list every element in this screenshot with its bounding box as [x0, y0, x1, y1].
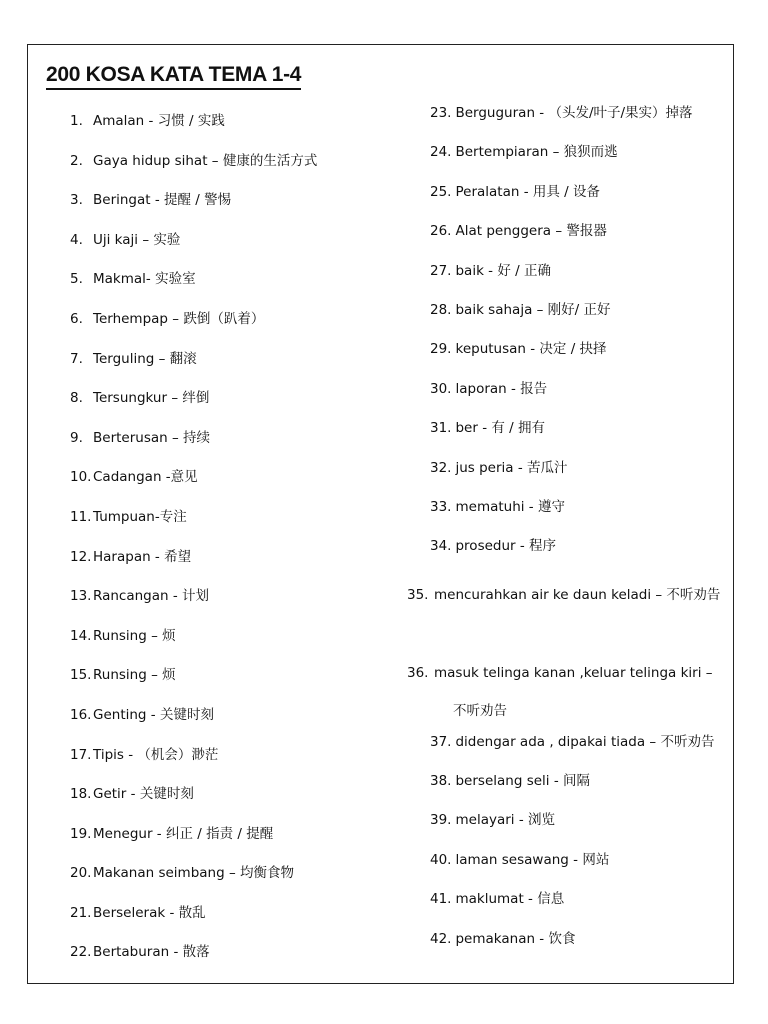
vocab-text: Berselerak - 散乱: [93, 904, 206, 921]
vocab-item: [430, 339, 725, 378]
vocab-item: [430, 142, 725, 181]
vocab-text: prosedur - 程序: [455, 538, 557, 555]
vocab-item: [430, 497, 725, 536]
vocab-number: 5.: [70, 271, 83, 288]
vocab-item: [64, 428, 404, 468]
vocab-number: 20.: [70, 865, 92, 882]
vocab-list-left: [64, 111, 404, 982]
vocab-item: [64, 349, 404, 389]
vocab-number: 11.: [70, 508, 92, 525]
vocab-text: Alat penggera – 警报器: [455, 223, 607, 240]
vocab-text: Bertempiaran – 狼狈而逃: [455, 144, 618, 161]
vocab-text: Berguguran - （头发/叶子/果实）掉落: [455, 105, 693, 121]
vocab-number: 40.: [430, 851, 452, 868]
vocab-item: [64, 626, 404, 666]
vocab-text: Harapan - 希望: [93, 548, 192, 565]
vocab-text: Runsing – 烦: [93, 667, 176, 684]
vocab-text: Runsing – 烦: [93, 627, 176, 644]
vocab-item: [430, 261, 725, 300]
vocab-number: 32.: [430, 459, 452, 476]
vocab-text: mematuhi - 遵守: [455, 498, 565, 515]
vocab-item: [64, 467, 404, 507]
vocab-item: [430, 379, 725, 418]
vocab-item: [64, 230, 404, 270]
vocab-item: [64, 824, 404, 864]
vocab-text: jus peria - 苦瓜汁: [455, 459, 568, 476]
vocab-item: [430, 536, 725, 575]
vocab-number: 17.: [70, 746, 92, 763]
vocab-text: Terhempap – 跌倒（趴着）: [93, 310, 265, 327]
vocab-number: 4.: [70, 231, 83, 248]
vocab-item: [64, 111, 404, 151]
vocab-number: 16.: [70, 706, 92, 723]
vocab-number: 3.: [70, 192, 83, 209]
vocab-list-right: [407, 103, 725, 968]
vocab-number: 38.: [430, 773, 452, 790]
vocab-number: 31.: [430, 420, 452, 437]
vocab-number: 10.: [70, 469, 92, 486]
vocab-text: maklumat - 信息: [455, 891, 565, 908]
vocab-item: [64, 665, 404, 705]
vocab-item: [64, 507, 404, 547]
vocab-item: [430, 221, 725, 260]
vocab-number: 30.: [430, 380, 452, 397]
vocab-number: 2.: [70, 152, 83, 169]
vocab-number: 1.: [70, 113, 83, 129]
vocab-item: [64, 309, 404, 349]
vocab-number: 41.: [430, 891, 452, 908]
vocab-text: didengar ada , dipakai tiada – 不听劝告: [455, 733, 715, 750]
vocab-item: [64, 151, 404, 191]
vocab-item: 36. masuk telinga kanan ,keluar telinga kiri – 不听劝告: [407, 664, 713, 719]
vocab-number: 13.: [70, 588, 92, 605]
vocab-number: 23.: [430, 105, 452, 121]
vocab-item: [430, 850, 725, 889]
vocab-number: 42.: [430, 930, 452, 947]
vocab-number: 6.: [70, 310, 83, 327]
vocab-item: [430, 103, 725, 142]
vocab-text: Beringat - 提醒 / 警惕: [93, 192, 232, 209]
vocab-number: 27.: [430, 262, 452, 279]
vocab-number: 28.: [430, 301, 452, 318]
vocab-text: Tersungkur – 绊倒: [93, 390, 210, 407]
vocab-text: Terguling – 翻滚: [93, 350, 197, 367]
vocab-item: [64, 190, 404, 230]
vocab-text: baik - 好 / 正确: [455, 262, 551, 279]
vocab-text: Rancangan - 计划: [93, 588, 210, 605]
vocab-item: [64, 745, 404, 785]
vocab-text: laman sesawang - 网站: [455, 851, 610, 868]
vocab-number: 29.: [430, 341, 452, 358]
vocab-number: 8.: [70, 390, 83, 407]
vocab-number: 25.: [430, 183, 452, 200]
vocab-number: 18.: [70, 786, 92, 803]
vocab-number: 37.: [430, 733, 452, 750]
vocab-text: melayari - 浏览: [455, 812, 555, 829]
vocab-text: masuk telinga kanan ,keluar telinga kiri – 不听劝告: [434, 664, 713, 719]
vocab-item: [430, 889, 725, 928]
vocab-item: [430, 732, 725, 771]
vocab-number: 12.: [70, 548, 92, 565]
vocab-text: Cadangan -意见: [93, 469, 198, 486]
vocab-item: [430, 771, 725, 810]
vocab-text: Makanan seimbang – 均衡食物: [93, 865, 294, 882]
vocab-text: Tipis - （机会）渺茫: [93, 746, 219, 763]
vocab-text: Amalan - 习惯 / 实践: [93, 113, 225, 129]
vocab-item: 35. mencurahkan air ke daun keladi – 不听劝告: [407, 586, 721, 603]
vocab-text: Makmal- 实验室: [93, 271, 196, 288]
vocab-item: [430, 929, 725, 968]
vocab-number: 34.: [430, 538, 452, 555]
vocab-item: [64, 942, 404, 982]
vocab-item: [64, 586, 404, 626]
vocab-text: mencurahkan air ke daun keladi – 不听劝告: [434, 586, 721, 603]
vocab-text: Bertaburan - 散落: [93, 944, 210, 961]
vocab-text: Uji kaji – 实验: [93, 231, 181, 248]
vocab-item: [430, 810, 725, 849]
vocab-text: pemakanan - 饮食: [455, 930, 576, 947]
vocab-text: Menegur - 纠正 / 指责 / 提醒: [93, 825, 274, 842]
vocab-item: [64, 863, 404, 903]
vocab-item: [64, 784, 404, 824]
vocab-item: [430, 182, 725, 221]
vocab-text: Gaya hidup sihat – 健康的生活方式: [93, 152, 318, 169]
vocab-number: 15.: [70, 667, 92, 684]
vocab-text: berselang seli - 间隔: [455, 773, 590, 790]
vocab-number: 22.: [70, 944, 92, 961]
vocab-number: 19.: [70, 825, 92, 842]
page-title: 200 KOSA KATA TEMA 1-4: [46, 62, 301, 90]
vocab-item: [430, 300, 725, 339]
vocab-text: Tumpuan-专注: [93, 508, 187, 525]
vocab-item: [64, 547, 404, 587]
vocab-item: [430, 458, 725, 497]
vocab-text: Peralatan - 用具 / 设备: [455, 183, 601, 200]
vocab-number: 21.: [70, 904, 92, 921]
vocab-item: [64, 388, 404, 428]
vocab-text: Genting - 关键时刻: [93, 706, 214, 723]
vocab-item: [430, 418, 725, 457]
vocab-number: 7.: [70, 350, 83, 367]
vocab-text: Berterusan – 持续: [93, 429, 211, 446]
vocab-number: 39.: [430, 812, 452, 829]
vocab-text: ber - 有 / 拥有: [455, 420, 545, 437]
vocab-item: [64, 269, 404, 309]
vocab-text: Getir - 关键时刻: [93, 786, 194, 803]
vocab-item: [64, 705, 404, 745]
vocab-number: 14.: [70, 627, 92, 644]
vocab-text: laporan - 报告: [455, 380, 548, 397]
vocab-item: [64, 903, 404, 943]
vocab-text: keputusan - 决定 / 抉择: [455, 341, 607, 358]
vocab-text: baik sahaja – 刚好/ 正好: [455, 301, 611, 318]
vocab-number: 33.: [430, 498, 452, 515]
vocab-number: 9.: [70, 429, 83, 446]
vocab-number: 26.: [430, 223, 452, 240]
vocab-number: 24.: [430, 144, 452, 161]
